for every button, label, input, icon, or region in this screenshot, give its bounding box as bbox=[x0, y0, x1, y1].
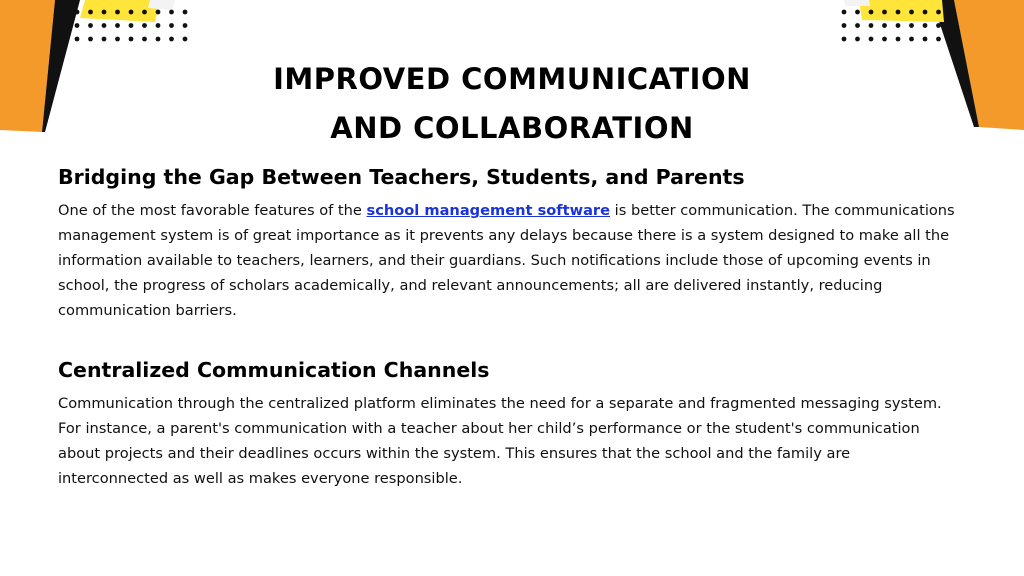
dot bbox=[183, 23, 188, 28]
section-heading: Bridging the Gap Between Teachers, Students, and Parents bbox=[58, 165, 745, 189]
dot bbox=[923, 10, 928, 15]
dot bbox=[115, 37, 120, 42]
dot bbox=[102, 23, 107, 28]
dot bbox=[115, 23, 120, 28]
dot bbox=[129, 37, 134, 42]
dot bbox=[156, 37, 161, 42]
dot bbox=[183, 37, 188, 42]
dot bbox=[950, 37, 955, 42]
dot bbox=[896, 10, 901, 15]
dot bbox=[102, 37, 107, 42]
dot bbox=[842, 37, 847, 42]
dot bbox=[936, 23, 941, 28]
paragraph-text: One of the most favorable features of the bbox=[58, 202, 367, 219]
section-paragraph bbox=[58, 198, 958, 323]
dot bbox=[129, 10, 134, 15]
dot bbox=[183, 10, 188, 15]
dot bbox=[882, 23, 887, 28]
dot bbox=[88, 10, 93, 15]
dot bbox=[156, 10, 161, 15]
section-bridging-gap bbox=[58, 165, 958, 323]
section-paragraph: Communication through the centralized platform eliminates the need for a separate and fragmented messaging system. For instance, a parent's communication with a teacher about her child’s performance or the student's communication about projects and their deadlines occurs within the system. This ensures that the school and the family are interconnected as well as makes everyone responsible. bbox=[58, 395, 942, 487]
white-note-edge bbox=[844, 0, 870, 6]
dot bbox=[936, 10, 941, 15]
dot bbox=[88, 23, 93, 28]
dot bbox=[169, 37, 174, 42]
school-management-software-link[interactable]: school management software bbox=[366, 202, 611, 219]
dot bbox=[855, 37, 860, 42]
dot bbox=[169, 10, 174, 15]
dot bbox=[950, 23, 955, 28]
dot bbox=[75, 10, 80, 15]
dot bbox=[869, 23, 874, 28]
dot bbox=[842, 10, 847, 15]
dot bbox=[882, 10, 887, 15]
section-centralized-channels bbox=[58, 358, 958, 491]
section-heading: Centralized Communication Channels bbox=[58, 358, 490, 382]
dot bbox=[855, 23, 860, 28]
page-title bbox=[0, 55, 1024, 153]
dot bbox=[950, 10, 955, 15]
dot bbox=[909, 37, 914, 42]
dot bbox=[169, 23, 174, 28]
dot bbox=[923, 37, 928, 42]
dot bbox=[936, 37, 941, 42]
dot bbox=[115, 10, 120, 15]
paragraph-text: is better communication. The communications management system is of great importance as it prevents any delays because there is a system designed to make all the information available to teachers, learners, and their guardians. Such notifications include those of upcoming events in school, the progress of scholars academically, and relevant announcements; all are delivered instantly, reducing communication barriers. bbox=[58, 202, 955, 319]
dot bbox=[882, 37, 887, 42]
dot bbox=[75, 37, 80, 42]
title-line-2: AND COLLABORATION bbox=[330, 111, 694, 145]
dot bbox=[842, 23, 847, 28]
dot bbox=[75, 23, 80, 28]
dot bbox=[909, 23, 914, 28]
dot bbox=[88, 37, 93, 42]
dot bbox=[129, 23, 134, 28]
dot bbox=[102, 10, 107, 15]
dot bbox=[869, 37, 874, 42]
dot bbox=[896, 23, 901, 28]
dot bbox=[142, 37, 147, 42]
dot bbox=[855, 10, 860, 15]
dot bbox=[909, 10, 914, 15]
dot bbox=[896, 37, 901, 42]
dot bbox=[142, 23, 147, 28]
dot bbox=[156, 23, 161, 28]
dot bbox=[142, 10, 147, 15]
title-line-1: IMPROVED COMMUNICATION bbox=[273, 62, 751, 96]
dot bbox=[869, 10, 874, 15]
dot bbox=[923, 23, 928, 28]
